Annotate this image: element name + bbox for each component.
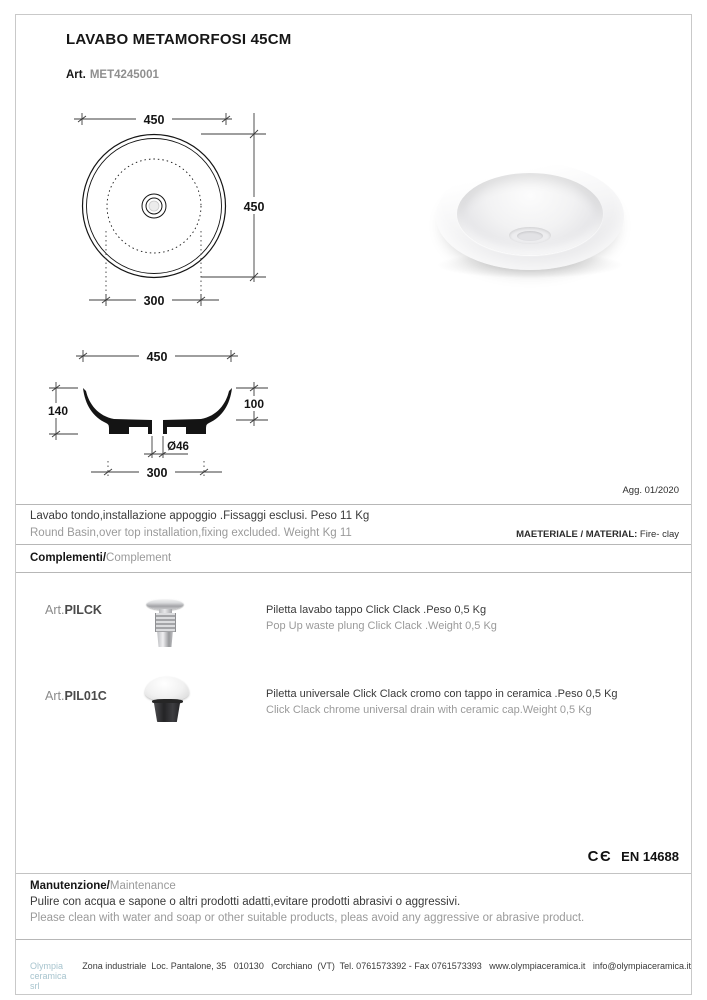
side-view-drawing	[46, 341, 296, 491]
complements-header-en: Complement	[106, 552, 172, 564]
maintenance-header	[30, 880, 176, 892]
description-italian: Lavabo tondo,installazione appoggio .Fissaggi esclusi. Peso 11 Kg	[30, 510, 370, 522]
maintenance-header-it: Manutenzione/	[30, 880, 110, 892]
waste-dark-body	[153, 703, 182, 722]
maintenance-text-it: Pulire con acqua e sapone o altri prodotti adatti,evitare prodotti abrasivi o aggressivi.	[30, 896, 461, 908]
basin-cavity	[457, 173, 603, 255]
certification	[588, 848, 679, 865]
page-title: LAVABO METAMORFOSI 45CM	[66, 31, 292, 48]
complement-art-label: Art.	[45, 603, 65, 617]
complements-header	[30, 552, 171, 564]
dim-sideview-base-width: 300	[146, 466, 168, 480]
maintenance-header-en: Maintenance	[109, 880, 176, 892]
complement-code: PILCK	[64, 603, 102, 617]
description-english: Round Basin,over top installation,fixing excluded. Weight Kg 11	[30, 527, 352, 539]
dim-sideview-total-height: 140	[47, 404, 69, 418]
complement-item-pilck-code	[45, 603, 102, 617]
material-value: Fire- clay	[637, 529, 679, 540]
ceramic-cap-waste-image	[142, 677, 192, 731]
maintenance-text-en: Please clean with water and soap or other suitable products, pleas avoid any aggressive or abrasive product.	[30, 912, 585, 924]
company-address: Zona industriale Loc. Pantalone, 35 010130 Corchiano (VT) Tel. 0761573392 - Fax 0761573393 www.olympiaceramica.it info@olympiaceramica.it	[82, 961, 691, 971]
dim-topview-drain-offset: 300	[143, 294, 165, 308]
pop-up-waste-image	[140, 598, 190, 650]
complement-desc-en: Click Clack chrome universal drain with ceramic cap.Weight 0,5 Kg	[266, 704, 592, 716]
divider	[16, 939, 691, 940]
divider	[16, 544, 691, 545]
divider	[16, 504, 691, 505]
waste-hex-nut	[157, 632, 174, 647]
certification-standard: EN 14688	[621, 849, 679, 864]
complements-header-it: Complementi/	[30, 552, 107, 564]
page-frame	[15, 14, 692, 995]
waste-ceramic-cap	[145, 677, 189, 701]
product-photo	[424, 148, 638, 290]
top-view-drawing	[56, 105, 306, 320]
dim-topview-width: 450	[143, 113, 165, 127]
article-number	[66, 69, 159, 81]
company-name: Olympia ceramica srl	[30, 961, 67, 991]
complement-desc-en: Pop Up waste plung Click Clack .Weight 0,5 Kg	[266, 620, 497, 632]
dim-sideview-inner-depth: 100	[243, 397, 265, 411]
complement-desc-it: Piletta lavabo tappo Click Clack .Peso 0,5 Kg	[266, 604, 487, 616]
basin-bowl	[436, 162, 624, 270]
waste-threaded-body	[155, 613, 176, 632]
footer	[30, 961, 691, 991]
divider	[16, 873, 691, 874]
divider	[16, 572, 691, 573]
basin-drain	[509, 227, 551, 244]
dim-sideview-width: 450	[146, 350, 168, 364]
revision-date: Agg. 01/2020	[622, 485, 679, 496]
material-info	[516, 529, 679, 540]
ce-mark-icon: CЄ	[587, 848, 613, 865]
article-code: MET4245001	[89, 69, 159, 81]
complement-desc-it: Piletta universale Click Clack cromo con tappo in ceramica .Peso 0,5 Kg	[266, 688, 618, 700]
dim-sideview-drain-diameter: Ø46	[167, 441, 189, 453]
complement-item-pil01c-code	[45, 689, 107, 703]
complement-art-label: Art.	[45, 689, 65, 703]
complement-code: PIL01C	[64, 689, 107, 703]
dim-topview-height: 450	[243, 200, 265, 214]
article-label: Art.	[66, 69, 86, 81]
material-label: MAETERIALE / MATERIAL:	[516, 529, 638, 540]
